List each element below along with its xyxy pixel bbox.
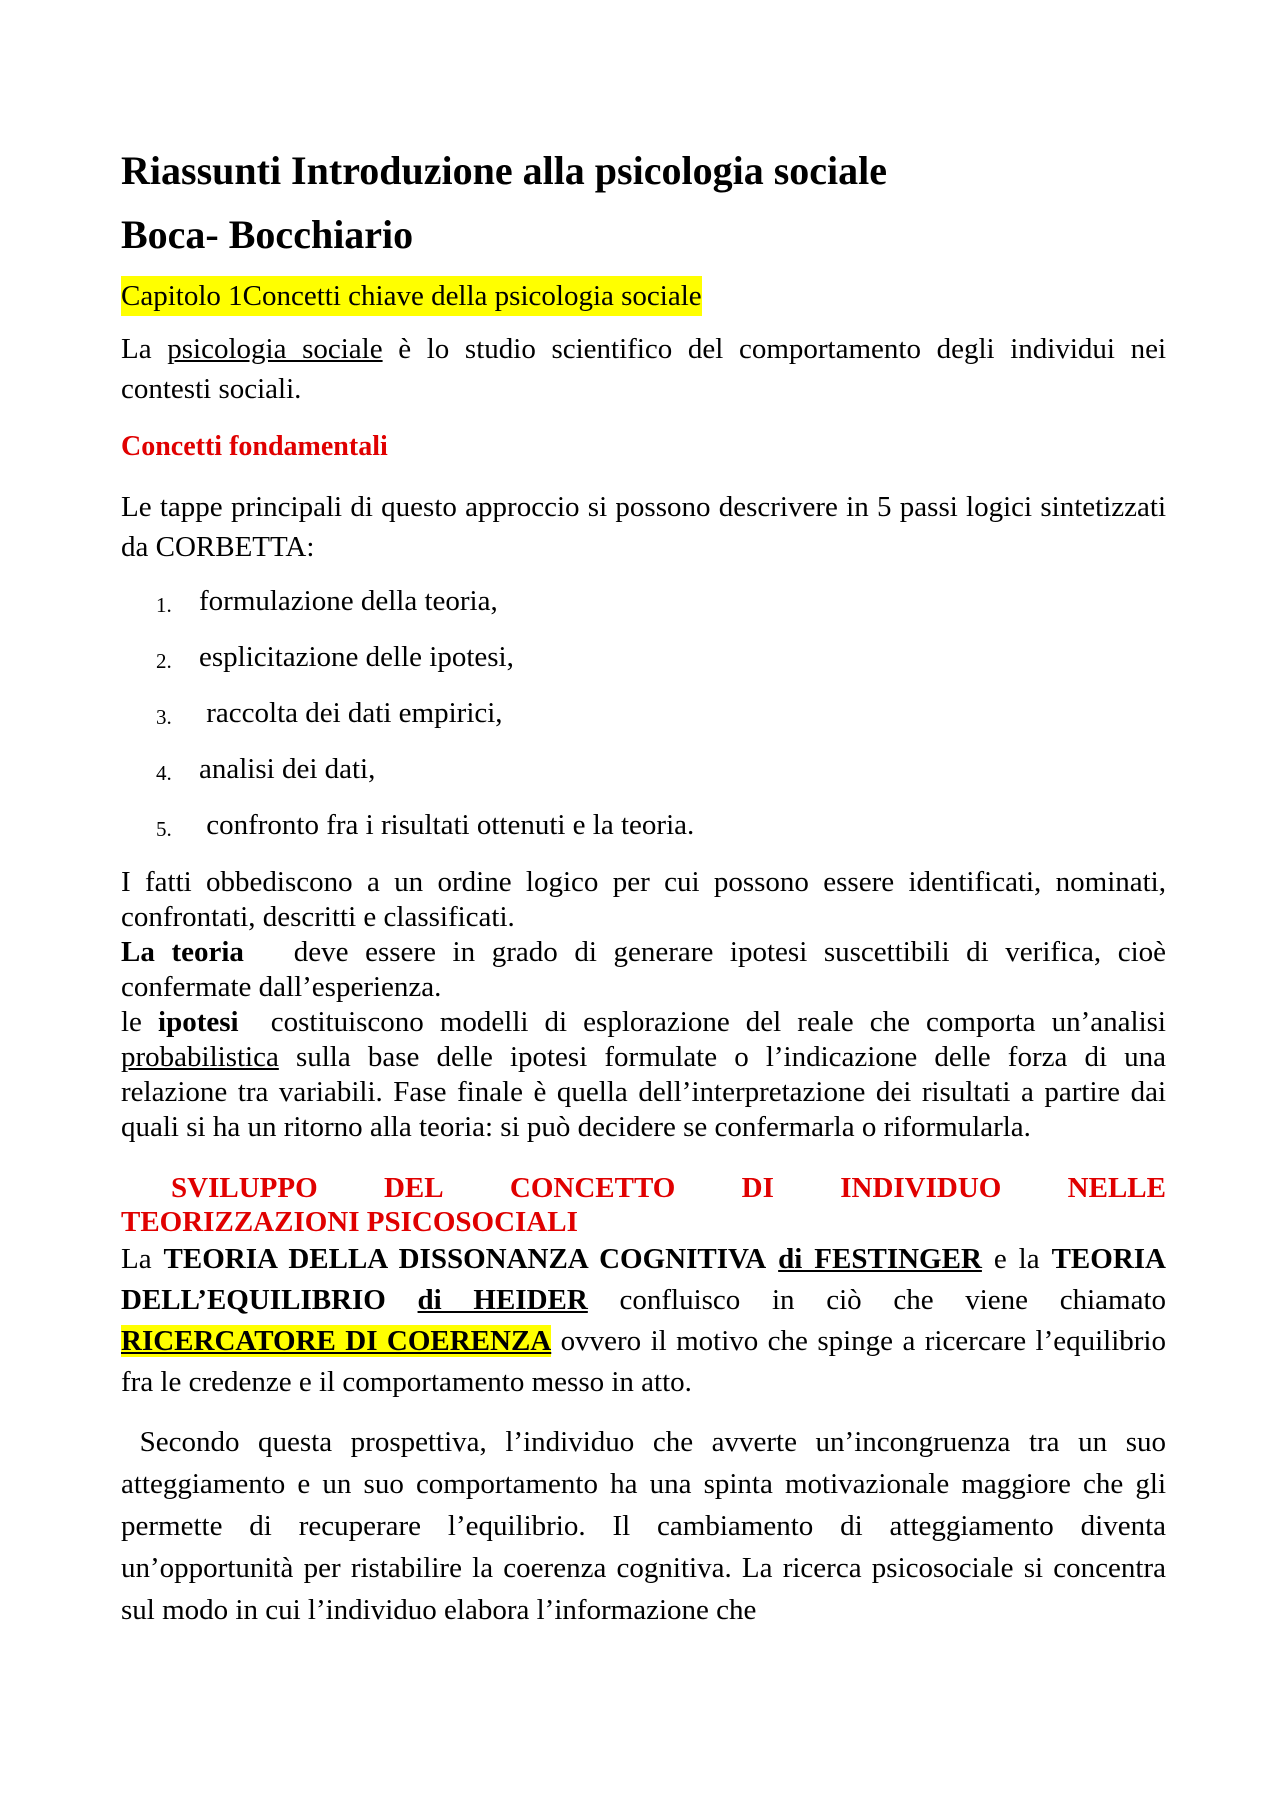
list-item: 2. esplicitazione delle ipotesi,: [156, 641, 514, 673]
chapter-heading: Capitolo 1Concetti chiave della psicologia sociale: [121, 276, 702, 316]
teoria-paragraph: La teoria deve essere in grado di generare ipotesi suscettibili di verifica, cioè confermate dall’esperienza.: [121, 936, 1174, 1003]
list-item: 1. formulazione della teoria,: [156, 585, 498, 617]
fatti-paragraph: I fatti obbediscono a un ordine logico per cui possono essere identificati, nominati, confrontati, descritti e classificati.: [121, 866, 1166, 933]
section-heading: Concetti fondamentali: [121, 431, 388, 462]
intro-paragraph: La psicologia sociale è lo studio scientifico del comportamento degli individui nei contesti sociali.: [121, 333, 1167, 405]
list-item: 3. raccolta dei dati empirici,: [156, 697, 503, 729]
term-probabilistica: probabilistica: [121, 1041, 279, 1073]
secondo-paragraph: Secondo questa prospettiva, l’individuo che avverte un’incongruenza tra un suo atteggiamento e un suo comportamento ha una spinta motivazionale maggiore che gli permette di recuperare l’equilibrio. Il cambiamento di atteggiamento diventa un’opportunità per ristabilire la coerenza cognitiva. La ricerca psicosociale si concentra sul modo in cui l’individuo elabora l’informazione che: [121, 1426, 1174, 1626]
ipotesi-paragraph: le ipotesi costituiscono modelli di esplorazione del reale che comporta un’analisi probabilistica sulla base delle ipotesi formulate o l’indicazione delle forza di una relazione tra variabili. Fase finale è quella dell’interpretazione dei risultati a partire dai quali si ha un ritorno alla teoria: si può decidere se confermarla o riformularla.: [121, 1006, 1174, 1143]
tappe-paragraph: Le tappe principali di questo approccio si possono descrivere in 5 passi logici sintetizzati da CORBETTA:: [121, 491, 1166, 563]
document-title: Riassunti Introduzione alla psicologia sociale: [121, 148, 888, 193]
term-psicologia-sociale: psicologia sociale: [167, 333, 383, 365]
list-item: 5. confronto fra i risultati ottenuti e la teoria.: [156, 809, 695, 841]
document-authors: Boca- Bocchiario: [121, 212, 414, 257]
steps-list: [121, 581, 1166, 861]
highlighted-term: RICERCATORE DI COERENZA: [121, 1325, 552, 1357]
festinger-ref: di FESTINGER: [778, 1243, 982, 1275]
heider-ref: di HEIDER: [417, 1284, 588, 1316]
sviluppo-heading: SVILUPPO DEL CONCETTO DI INDIVIDUO NELLE TEORIZZAZIONI PSICOSOCIALI: [121, 1172, 1166, 1238]
list-item: 4. analisi dei dati,: [156, 753, 376, 785]
coerenza-paragraph: La TEORIA DELLA DISSONANZA COGNITIVA di FESTINGER e la TEORIA DELL’EQUILIBRIO di HEIDER confluisco in ciò che viene chiamato RICERCATORE DI COERENZA ovvero il motivo che spinge a ricercare l’equilibrio fra le credenze e il comportamento messo in atto.: [121, 1243, 1166, 1398]
document-page: [121, 148, 1174, 1631]
